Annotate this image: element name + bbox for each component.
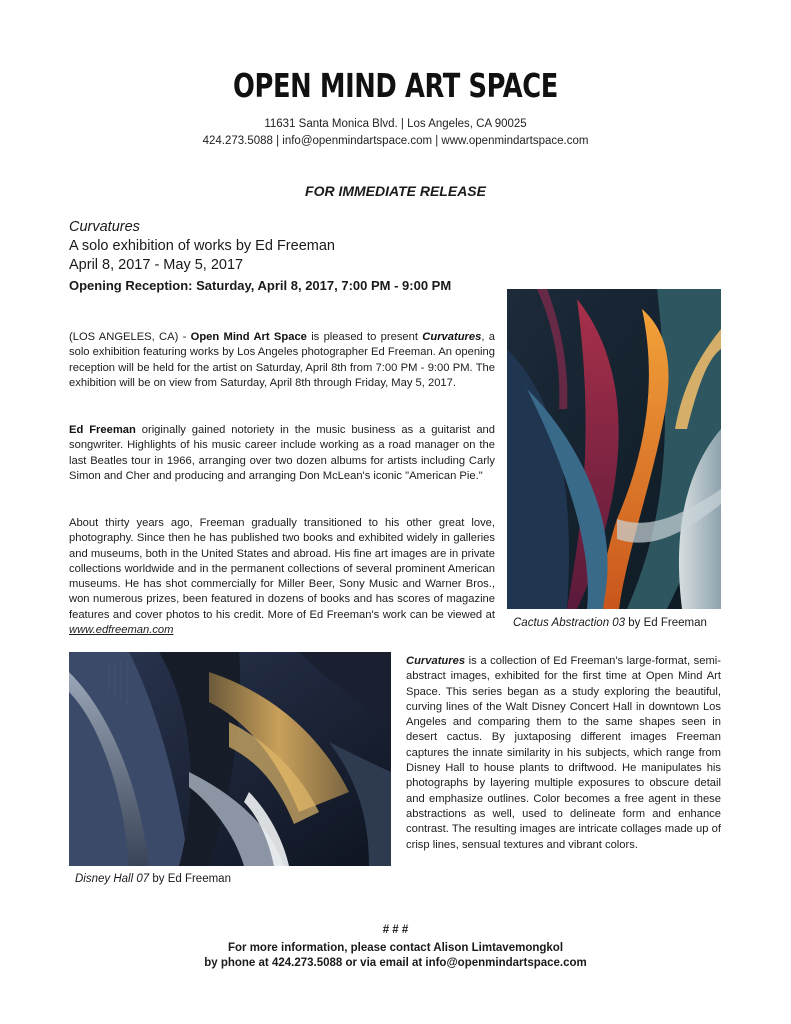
curvatures-title: Curvatures bbox=[406, 655, 466, 667]
paragraph-curvatures bbox=[406, 654, 721, 853]
caption-artwork-title: Disney Hall 07 bbox=[75, 873, 150, 885]
organization-name: OPEN MIND ART SPACE bbox=[232, 66, 559, 105]
intro-exhibition-title: Curvatures bbox=[422, 331, 482, 343]
intro-text-rest: , a solo exhibition featuring works by Los Angeles photographer Ed Freeman. An opening reception will be held for the artist on Saturday, April 8th from 7:00 PM - 9:00 PM. The exhibition will be on view from Saturday, April 8th through Friday, May 5, 2017. bbox=[69, 331, 495, 389]
opening-reception: Opening Reception: Saturday, April 8, 2017, 7:00 PM - 9:00 PM bbox=[69, 278, 452, 293]
photography-text: About thirty years ago, Freeman gradually transitioned to his other great love, photography. Since then he has published two books and exhibited widely in galleries and museums, both in the United States and abroad. His fine art images are in private collections worldwide and in the permanent collections of several prominent American museums. He has shot commercially for Miller Beer, Sony Music and Warner Bros., won numerous prizes, been featured in dozens of books and has scores of magazine features and cover photos to his credit. More of Ed Freeman's work can be viewed at bbox=[69, 517, 495, 621]
exhibition-title: Curvatures bbox=[69, 219, 140, 235]
organization-address: 11631 Santa Monica Blvd. | Los Angeles, CA 90025 bbox=[264, 118, 527, 130]
curvatures-text: is a collection of Ed Freeman's large-format, semi-abstract images, exhibited for the first time at Open Mind Art Space. This series began as a study exploring the beautiful, curving lines of the Walt Disney Concert Hall in downtown Los Angeles and comparing them to the same shapes seen in desert cactus. By juxtaposing different images Freeman captures the innate similarity in his subjects, which range from Disney Hall to house plants to driftwood. He manipulates his photographs by layering multiple exposures to obscure detail and emphasize outlines. Color becomes a free agent in these abstractions as well, used to delineate form and enhance contrast. The resulting images are intricate collages made up of crisp lines, sensual textures and vibrant colors. bbox=[406, 655, 721, 851]
cactus-abstraction-image bbox=[507, 289, 721, 609]
contact-info-line2: by phone at 424.273.5088 or via email at info@openmindartspace.com bbox=[204, 957, 587, 969]
paragraph-intro bbox=[69, 330, 495, 391]
disney-hall-image bbox=[69, 652, 391, 866]
exhibition-dates: April 8, 2017 - May 5, 2017 bbox=[69, 257, 244, 273]
intro-text: is pleased to present bbox=[306, 331, 423, 343]
disney-hall-artwork bbox=[69, 652, 391, 866]
paragraph-biography bbox=[69, 423, 495, 484]
organization-contact: 424.273.5088 | info@openmindartspace.com | www.openmindartspace.com bbox=[202, 135, 589, 147]
end-marks: # # # bbox=[382, 924, 409, 936]
caption-artist: by Ed Freeman bbox=[149, 873, 231, 885]
artist-website-link[interactable]: www.edfreeman.com bbox=[69, 624, 174, 637]
exhibition-subtitle: A solo exhibition of works by Ed Freeman bbox=[69, 238, 335, 254]
intro-location: (LOS ANGELES, CA) - bbox=[69, 331, 191, 343]
intro-org-name: Open Mind Art Space bbox=[190, 331, 307, 343]
contact-info-line1: For more information, please contact Alison Limtavemongkol bbox=[227, 942, 564, 954]
caption-cactus-abstraction bbox=[513, 617, 707, 629]
caption-artist: by Ed Freeman bbox=[625, 617, 707, 629]
biography-text: originally gained notoriety in the music business as a guitarist and songwriter. Highlights of his music career include working as a road manager on the last Beatles tour in 1966, arranging over two dozen albums for artists including Carly Simon and Cher and producing and arranging Don McLean's iconic "American Pie." bbox=[69, 424, 495, 482]
artist-name: Ed Freeman bbox=[69, 424, 136, 436]
caption-disney-hall bbox=[75, 873, 231, 885]
paragraph-photography bbox=[69, 516, 495, 638]
release-label: FOR IMMEDIATE RELEASE bbox=[305, 183, 486, 199]
caption-artwork-title: Cactus Abstraction 03 bbox=[513, 617, 626, 629]
cactus-abstraction-artwork bbox=[507, 289, 721, 609]
